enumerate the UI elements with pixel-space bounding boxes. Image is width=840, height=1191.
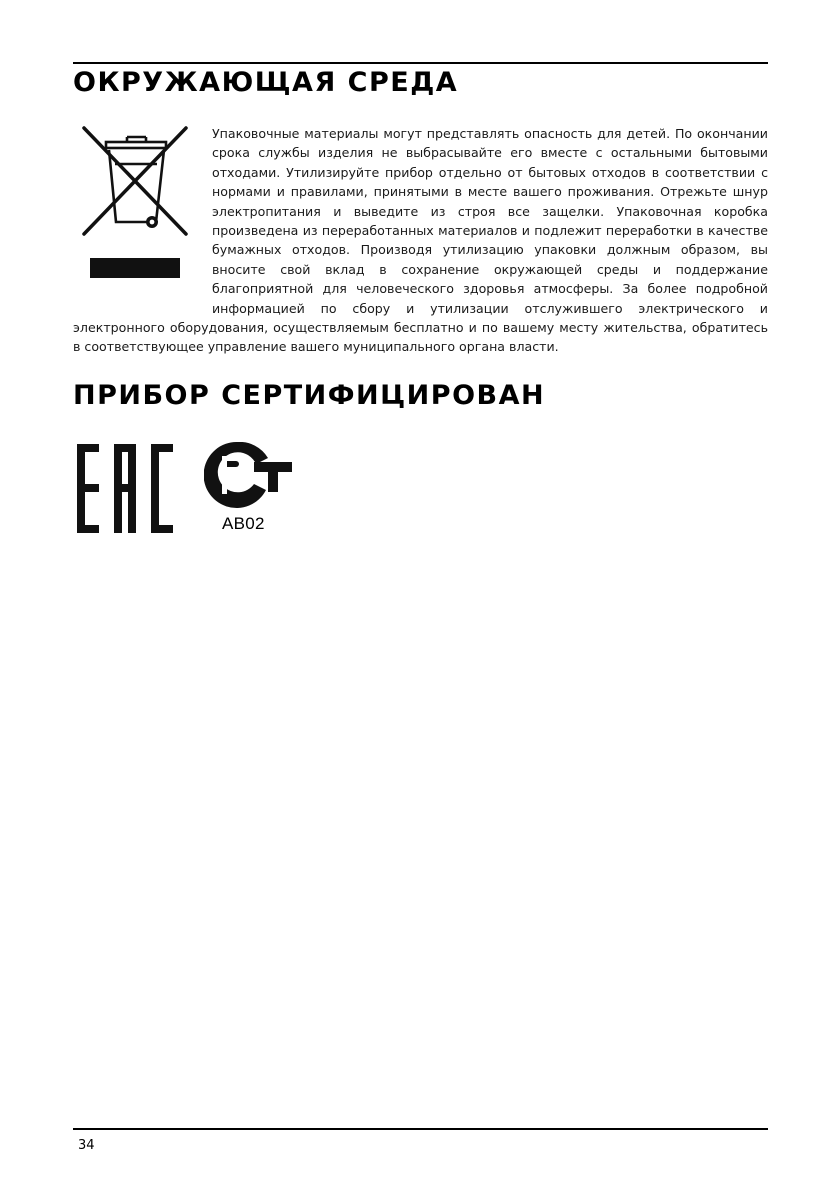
page-number: 34	[78, 1138, 95, 1153]
top-rule	[73, 62, 768, 64]
environment-text-block	[73, 124, 768, 357]
environment-heading: ОКРУЖАЮЩАЯ СРЕДА	[73, 67, 459, 98]
certification-code: АВ02	[222, 514, 265, 533]
environment-text: Упаковочные материалы могут представлять опасность для детей. По окончании срока службы изделия не выбрасывайте его вместе с остальными бытовыми отходами. Утилизируйте прибор отдельно от бытовых отходов в соответствии с нормами и правилами, принятыми в месте вашего проживания. Отрежьте шнур электропитания и выведите из строя все защелки. Упаковочная коробка произведена из переработанных материалов и подлежит переработки в качестве бумажных отходов. Производя утилизацию упаковки должным образом, вы вносите свой вклад в сохранение окружающей среды и поддержание благоприятной для человеческого здоровья атмосферы. За более подробной информацией по сбору и утилизации отслужившего электрического и электронного оборудования, осуществляемым бесплатно и по вашему месту жительства, обратитесь в соответствующее управление вашего муниципального органа власти.	[73, 126, 768, 355]
icon-spacer	[73, 124, 212, 314]
eac-mark-icon	[77, 444, 173, 533]
certification-heading: ПРИБОР СЕРТИФИЦИРОВАН	[73, 380, 546, 411]
bottom-rule	[73, 1128, 768, 1130]
rst-mark-icon	[204, 442, 296, 508]
